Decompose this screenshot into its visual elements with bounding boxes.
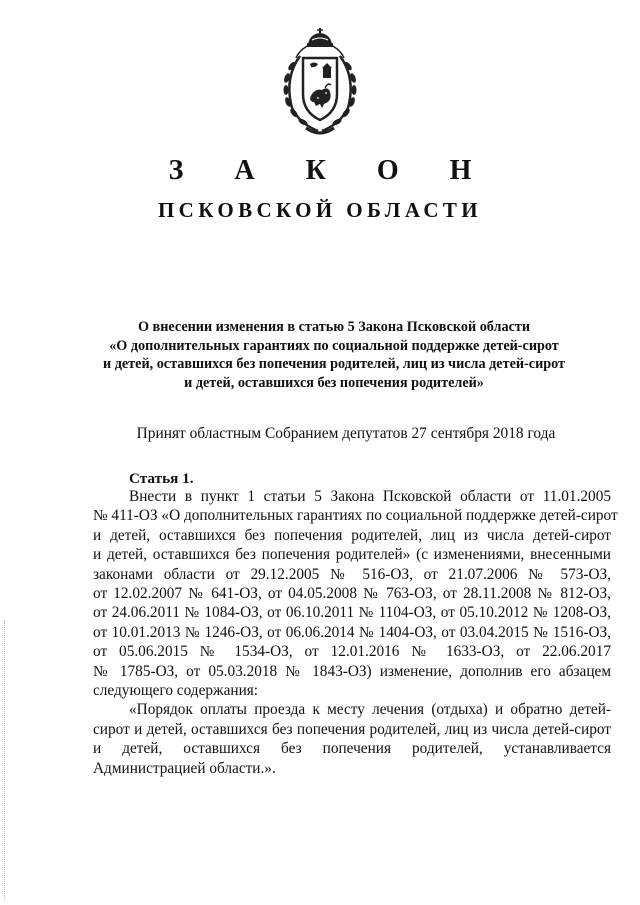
region-heading: ПСКОВСКОЙ ОБЛАСТИ — [157, 198, 483, 222]
paragraph-line: и детей, оставшихся без попечения родителей, лиц из числа детей-сирот — [93, 526, 611, 544]
paragraph-line: законами области от 29.12.2005 № 516-ОЗ, от 21.07.2006 № 573-ОЗ, — [93, 565, 611, 583]
law-title — [96, 318, 572, 392]
adoption-statement: Принят областным Собранием депутатов 27 сентября 2018 года — [136, 425, 556, 442]
paragraph-line: № 1785-ОЗ, от 05.03.2018 № 1843-ОЗ) изменение, дополнив его абзацем — [93, 662, 611, 680]
quoted-paragraph-line: сирот и детей, оставшихся без попечения родителей, лиц из числа детей-сирот — [93, 720, 611, 738]
paragraph-line: от 12.02.2007 № 641-ОЗ, от 04.05.2008 № 763-ОЗ, от 28.11.2008 № 812-ОЗ, — [93, 585, 611, 603]
scan-margin-artifact — [4, 620, 7, 900]
article-body — [93, 487, 618, 778]
paragraph-line: от 24.06.2011 № 1084-ОЗ, от 06.10.2011 № 1104-ОЗ, от 05.10.2012 № 1208-ОЗ, — [93, 604, 611, 622]
law-title-line: О внесении изменения в статью 5 Закона Псковской области — [137, 319, 531, 335]
paragraph-line: № 411-ОЗ «О дополнительных гарантиях по социальной поддержке детей-сирот — [93, 507, 618, 525]
quoted-paragraph-line: «Порядок оплаты проезда к месту лечения (отдыха) и обратно детей- — [129, 701, 611, 719]
quoted-paragraph-line: и детей, оставшихся без попечения родителей, устанавливается — [93, 740, 611, 758]
law-title-line: и детей, оставшихся без попечения родителей, лиц из числа детей-сирот — [102, 356, 566, 372]
quoted-paragraph-line: Администрацией области.». — [93, 759, 276, 777]
paragraph-line: следующего содержания: — [93, 682, 259, 700]
law-heading: З А К О Н — [168, 155, 494, 186]
paragraph-line: Внести в пункт 1 статьи 5 Закона Псковской области от 11.01.2005 — [129, 488, 611, 505]
coat-of-arms-emblem — [270, 28, 370, 138]
article-heading: Статья 1. — [129, 470, 194, 487]
paragraph-line: от 10.01.2013 № 1246-ОЗ, от 06.06.2014 № 1404-ОЗ, от 03.04.2015 № 1516-ОЗ, — [93, 623, 611, 641]
paragraph-line: и детей, оставшихся без попечения родителей» (с изменениями, внесенными — [93, 546, 611, 564]
paragraph-line: от 05.06.2015 № 1534-ОЗ, от 12.01.2016 № 1633-ОЗ, от 22.06.2017 — [93, 643, 611, 661]
law-title-line: и детей, оставшихся без попечения родителей» — [184, 374, 484, 391]
law-title-line: «О дополнительных гарантиях по социальной поддержке детей-сирот — [109, 337, 559, 354]
